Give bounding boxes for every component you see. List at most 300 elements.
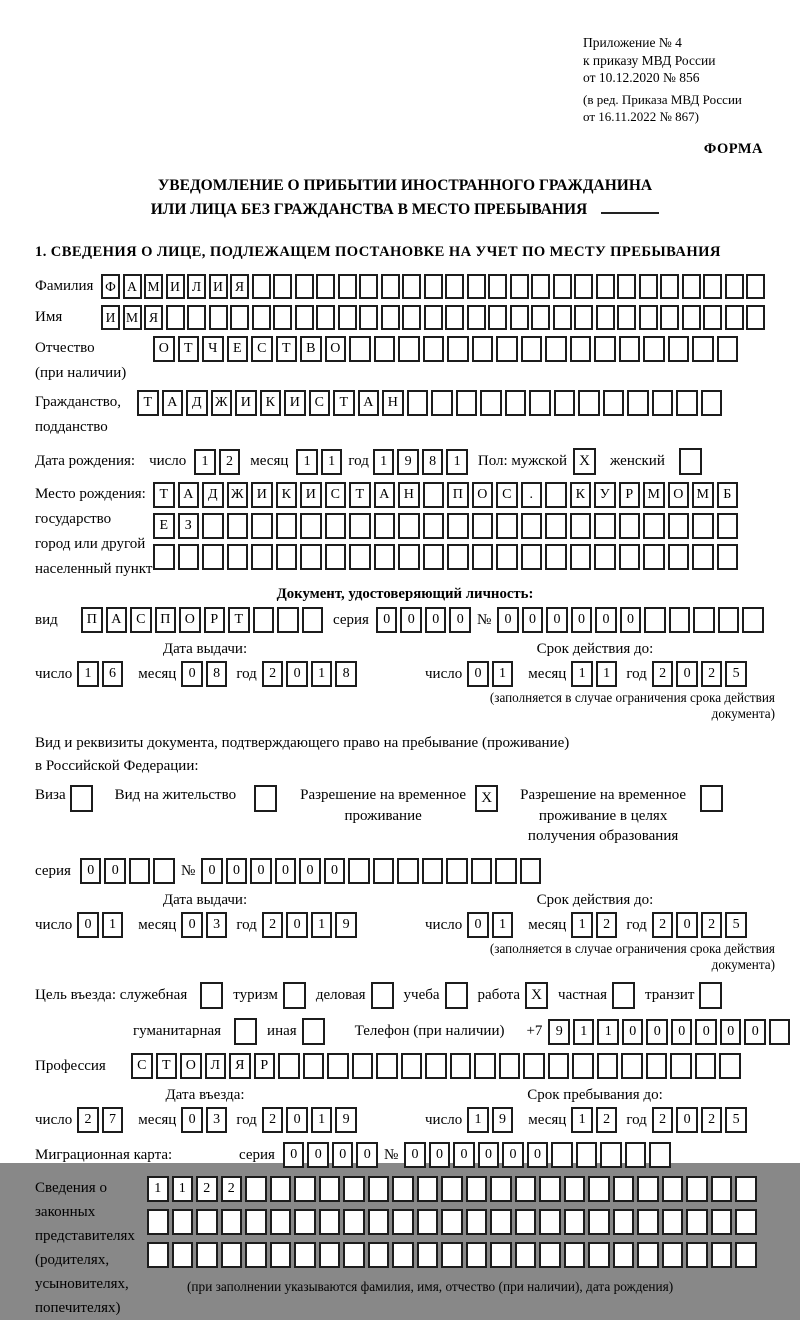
form-cell[interactable]: О [180,1053,202,1079]
form-cell[interactable] [551,1142,573,1168]
form-cell[interactable] [319,1242,341,1268]
form-cell[interactable] [600,1142,622,1168]
form-cell[interactable] [472,336,494,362]
form-cell[interactable]: Т [349,482,371,508]
form-cell[interactable] [703,305,722,330]
form-cell[interactable]: А [106,607,128,633]
form-cell[interactable]: Т [137,390,159,416]
form-cell[interactable] [692,544,714,570]
form-cell[interactable] [338,305,357,330]
purpose-work-checkbox[interactable]: X [525,982,548,1009]
form-cell[interactable] [539,1209,561,1235]
form-cell[interactable]: 0 [571,607,593,633]
form-cell[interactable]: Т [333,390,355,416]
form-cell[interactable] [278,1053,300,1079]
form-cell[interactable] [769,1019,791,1045]
form-cell[interactable] [349,336,371,362]
form-cell[interactable]: 0 [467,661,489,687]
form-cell[interactable]: 0 [429,1142,451,1168]
form-cell[interactable] [553,274,572,299]
form-cell[interactable] [325,513,347,539]
form-cell[interactable] [643,544,665,570]
form-cell[interactable] [545,513,567,539]
purpose-private-checkbox[interactable] [612,982,635,1009]
form-cell[interactable] [178,544,200,570]
form-cell[interactable] [619,336,641,362]
form-cell[interactable] [368,1242,390,1268]
form-cell[interactable] [668,336,690,362]
form-cell[interactable] [166,305,185,330]
form-cell[interactable]: 8 [422,449,444,475]
form-cell[interactable] [637,1242,659,1268]
form-cell[interactable]: А [178,482,200,508]
form-cell[interactable] [621,1053,643,1079]
form-cell[interactable] [735,1176,757,1202]
temp-residence-checkbox[interactable]: X [475,785,498,812]
form-cell[interactable] [692,336,714,362]
form-cell[interactable] [735,1209,757,1235]
purpose-business-checkbox[interactable] [371,982,394,1009]
form-cell[interactable] [467,305,486,330]
form-cell[interactable] [588,1209,610,1235]
form-cell[interactable]: Л [187,274,206,299]
form-cell[interactable] [515,1242,537,1268]
form-cell[interactable] [423,482,445,508]
form-cell[interactable] [594,544,616,570]
form-cell[interactable] [319,1176,341,1202]
form-cell[interactable] [643,336,665,362]
form-cell[interactable]: 0 [744,1019,766,1045]
form-cell[interactable]: 0 [299,858,321,884]
form-cell[interactable] [510,305,529,330]
form-cell[interactable] [711,1209,733,1235]
form-cell[interactable]: 2 [701,661,723,687]
form-cell[interactable] [270,1209,292,1235]
form-cell[interactable]: 1 [194,449,216,475]
form-cell[interactable]: Д [202,482,224,508]
form-cell[interactable] [531,305,550,330]
form-cell[interactable]: К [570,482,592,508]
form-cell[interactable] [693,607,715,633]
form-cell[interactable] [467,274,486,299]
form-cell[interactable] [668,513,690,539]
form-cell[interactable]: А [374,482,396,508]
form-cell[interactable]: А [162,390,184,416]
form-cell[interactable]: 0 [595,607,617,633]
form-cell[interactable]: Р [204,607,226,633]
form-cell[interactable]: 9 [397,449,419,475]
form-cell[interactable] [564,1176,586,1202]
form-cell[interactable] [717,513,739,539]
form-cell[interactable] [682,274,701,299]
form-cell[interactable]: Р [254,1053,276,1079]
form-cell[interactable]: 0 [671,1019,693,1045]
form-cell[interactable] [529,390,551,416]
form-cell[interactable]: М [692,482,714,508]
form-cell[interactable] [662,1242,684,1268]
form-cell[interactable] [717,544,739,570]
form-cell[interactable]: 1 [597,1019,619,1045]
form-cell[interactable] [300,544,322,570]
form-cell[interactable] [627,390,649,416]
form-cell[interactable] [423,336,445,362]
form-cell[interactable]: 0 [546,607,568,633]
form-cell[interactable]: 2 [652,661,674,687]
form-cell[interactable] [488,274,507,299]
form-cell[interactable]: 0 [676,1107,698,1133]
form-cell[interactable] [359,305,378,330]
form-cell[interactable]: 0 [286,912,308,938]
form-cell[interactable] [746,274,765,299]
form-cell[interactable] [349,544,371,570]
form-cell[interactable] [515,1176,537,1202]
form-cell[interactable] [447,544,469,570]
form-cell[interactable] [474,1053,496,1079]
form-cell[interactable] [245,1176,267,1202]
form-cell[interactable] [447,513,469,539]
form-cell[interactable]: 1 [311,661,333,687]
form-cell[interactable]: 0 [522,607,544,633]
purpose-study-checkbox[interactable] [445,982,468,1009]
form-cell[interactable]: 2 [221,1176,243,1202]
form-cell[interactable] [424,305,443,330]
visa-checkbox[interactable] [70,785,93,812]
form-cell[interactable]: 2 [701,1107,723,1133]
form-cell[interactable]: 0 [181,661,203,687]
form-cell[interactable] [402,274,421,299]
form-cell[interactable]: 2 [652,912,674,938]
form-cell[interactable]: У [594,482,616,508]
form-cell[interactable]: Т [228,607,250,633]
form-cell[interactable] [445,274,464,299]
form-cell[interactable] [619,544,641,570]
form-cell[interactable] [374,513,396,539]
form-cell[interactable]: А [358,390,380,416]
form-cell[interactable]: 0 [478,1142,500,1168]
form-cell[interactable]: 8 [335,661,357,687]
form-cell[interactable] [545,544,567,570]
form-cell[interactable] [496,544,518,570]
form-cell[interactable]: М [643,482,665,508]
form-cell[interactable] [718,607,740,633]
form-cell[interactable]: 0 [695,1019,717,1045]
form-cell[interactable] [495,858,517,884]
form-cell[interactable]: Е [153,513,175,539]
form-cell[interactable]: О [472,482,494,508]
form-cell[interactable]: 0 [250,858,272,884]
form-cell[interactable] [701,390,723,416]
form-cell[interactable] [227,513,249,539]
form-cell[interactable]: 1 [311,1107,333,1133]
form-cell[interactable] [725,274,744,299]
form-cell[interactable] [545,336,567,362]
form-cell[interactable] [594,513,616,539]
form-cell[interactable]: 0 [275,858,297,884]
form-cell[interactable]: 1 [492,912,514,938]
form-cell[interactable] [129,858,151,884]
form-cell[interactable]: 0 [104,858,126,884]
form-cell[interactable]: С [325,482,347,508]
form-cell[interactable] [316,274,335,299]
form-cell[interactable] [343,1176,365,1202]
form-cell[interactable] [596,305,615,330]
form-cell[interactable] [692,513,714,539]
form-cell[interactable]: И [235,390,257,416]
form-cell[interactable]: А [123,274,142,299]
form-cell[interactable] [570,336,592,362]
form-cell[interactable]: Я [230,274,249,299]
form-cell[interactable] [505,390,527,416]
form-cell[interactable] [273,305,292,330]
form-cell[interactable] [695,1053,717,1079]
form-cell[interactable] [374,336,396,362]
form-cell[interactable] [746,305,765,330]
form-cell[interactable] [510,274,529,299]
form-cell[interactable] [359,274,378,299]
form-cell[interactable]: Н [382,390,404,416]
form-cell[interactable] [343,1242,365,1268]
form-cell[interactable] [570,544,592,570]
form-cell[interactable] [147,1242,169,1268]
form-cell[interactable]: 0 [425,607,447,633]
form-cell[interactable]: . [521,482,543,508]
form-cell[interactable]: К [276,482,298,508]
form-cell[interactable] [564,1242,586,1268]
form-cell[interactable]: 0 [324,858,346,884]
form-cell[interactable] [368,1176,390,1202]
form-cell[interactable] [499,1053,521,1079]
form-cell[interactable] [619,513,641,539]
form-cell[interactable]: П [81,607,103,633]
form-cell[interactable] [676,390,698,416]
form-cell[interactable] [450,1053,472,1079]
female-checkbox[interactable] [679,448,702,475]
form-cell[interactable]: 5 [725,661,747,687]
form-cell[interactable] [295,305,314,330]
form-cell[interactable] [553,305,572,330]
form-cell[interactable] [303,1053,325,1079]
form-cell[interactable] [423,544,445,570]
form-cell[interactable] [564,1209,586,1235]
form-cell[interactable]: 0 [181,1107,203,1133]
form-cell[interactable]: 0 [376,607,398,633]
form-cell[interactable]: 2 [596,912,618,938]
form-cell[interactable]: 9 [548,1019,570,1045]
form-cell[interactable] [251,513,273,539]
form-cell[interactable]: 0 [356,1142,378,1168]
form-cell[interactable]: 1 [77,661,99,687]
form-cell[interactable] [221,1209,243,1235]
form-cell[interactable]: К [260,390,282,416]
form-cell[interactable] [613,1209,635,1235]
form-cell[interactable] [294,1242,316,1268]
form-cell[interactable] [352,1053,374,1079]
form-cell[interactable] [662,1209,684,1235]
form-cell[interactable] [343,1209,365,1235]
form-cell[interactable]: 0 [646,1019,668,1045]
form-cell[interactable] [660,305,679,330]
form-cell[interactable] [401,1053,423,1079]
form-cell[interactable] [539,1242,561,1268]
form-cell[interactable] [574,274,593,299]
form-cell[interactable] [637,1176,659,1202]
form-cell[interactable]: О [668,482,690,508]
form-cell[interactable] [327,1053,349,1079]
form-cell[interactable] [325,544,347,570]
form-cell[interactable] [686,1242,708,1268]
form-cell[interactable] [172,1209,194,1235]
form-cell[interactable] [196,1209,218,1235]
form-cell[interactable] [245,1242,267,1268]
form-cell[interactable]: Т [276,336,298,362]
form-cell[interactable] [153,544,175,570]
form-cell[interactable]: В [300,336,322,362]
form-cell[interactable] [471,858,493,884]
form-cell[interactable] [423,513,445,539]
form-cell[interactable] [515,1209,537,1235]
form-cell[interactable] [703,274,722,299]
form-cell[interactable]: С [130,607,152,633]
form-cell[interactable]: 0 [201,858,223,884]
form-cell[interactable] [639,305,658,330]
form-cell[interactable] [488,305,507,330]
form-cell[interactable]: Е [227,336,249,362]
form-cell[interactable]: Ж [227,482,249,508]
form-cell[interactable] [270,1242,292,1268]
form-cell[interactable]: С [496,482,518,508]
form-cell[interactable] [196,1242,218,1268]
form-cell[interactable] [456,390,478,416]
form-cell[interactable] [521,544,543,570]
form-cell[interactable]: 0 [449,607,471,633]
form-cell[interactable]: 9 [335,1107,357,1133]
form-cell[interactable]: М [144,274,163,299]
form-cell[interactable]: 2 [77,1107,99,1133]
form-cell[interactable] [381,305,400,330]
form-cell[interactable]: 1 [147,1176,169,1202]
form-cell[interactable]: 5 [725,912,747,938]
form-cell[interactable]: 9 [335,912,357,938]
form-cell[interactable] [302,607,324,633]
form-cell[interactable]: О [325,336,347,362]
form-cell[interactable] [670,1053,692,1079]
form-cell[interactable] [570,513,592,539]
form-cell[interactable]: 0 [676,661,698,687]
form-cell[interactable] [521,513,543,539]
form-cell[interactable]: П [155,607,177,633]
form-cell[interactable]: 2 [196,1176,218,1202]
form-cell[interactable]: 1 [311,912,333,938]
form-cell[interactable] [277,607,299,633]
form-cell[interactable]: О [153,336,175,362]
form-cell[interactable]: П [447,482,469,508]
form-cell[interactable]: 0 [181,912,203,938]
form-cell[interactable] [295,274,314,299]
form-cell[interactable] [431,390,453,416]
form-cell[interactable] [539,1176,561,1202]
form-cell[interactable]: С [131,1053,153,1079]
form-cell[interactable]: 3 [206,1107,228,1133]
form-cell[interactable] [319,1209,341,1235]
form-cell[interactable]: 0 [286,661,308,687]
form-cell[interactable] [253,607,275,633]
form-cell[interactable] [686,1209,708,1235]
form-cell[interactable]: 0 [226,858,248,884]
form-cell[interactable]: 0 [676,912,698,938]
form-cell[interactable]: Д [186,390,208,416]
form-cell[interactable]: 1 [373,449,395,475]
form-cell[interactable]: 2 [596,1107,618,1133]
form-cell[interactable] [392,1176,414,1202]
form-cell[interactable]: Я [144,305,163,330]
form-cell[interactable] [417,1209,439,1235]
form-cell[interactable]: Ж [211,390,233,416]
form-cell[interactable]: З [178,513,200,539]
form-cell[interactable]: 0 [332,1142,354,1168]
form-cell[interactable]: Т [178,336,200,362]
form-cell[interactable] [545,482,567,508]
form-cell[interactable]: И [101,305,120,330]
form-cell[interactable] [574,305,593,330]
form-cell[interactable] [273,274,292,299]
form-cell[interactable]: 0 [620,607,642,633]
form-cell[interactable]: Ф [101,274,120,299]
form-cell[interactable] [717,336,739,362]
form-cell[interactable]: 2 [652,1107,674,1133]
form-cell[interactable]: 0 [400,607,422,633]
form-cell[interactable] [711,1242,733,1268]
residence-permit-checkbox[interactable] [254,785,277,812]
form-cell[interactable] [447,336,469,362]
form-cell[interactable]: 9 [492,1107,514,1133]
form-cell[interactable] [643,513,665,539]
purpose-other-checkbox[interactable] [302,1018,325,1045]
form-cell[interactable]: Т [153,482,175,508]
form-cell[interactable] [398,336,420,362]
form-cell[interactable] [531,274,550,299]
form-cell[interactable] [594,336,616,362]
form-cell[interactable]: 3 [206,912,228,938]
form-cell[interactable] [300,513,322,539]
form-cell[interactable] [613,1176,635,1202]
form-cell[interactable] [644,607,666,633]
form-cell[interactable]: 0 [286,1107,308,1133]
form-cell[interactable]: 1 [172,1176,194,1202]
form-cell[interactable] [669,607,691,633]
form-cell[interactable] [496,336,518,362]
form-cell[interactable]: И [251,482,273,508]
form-cell[interactable]: Я [229,1053,251,1079]
form-cell[interactable] [349,513,371,539]
form-cell[interactable]: 0 [283,1142,305,1168]
form-cell[interactable]: 7 [102,1107,124,1133]
form-cell[interactable] [368,1209,390,1235]
form-cell[interactable] [668,544,690,570]
form-cell[interactable] [637,1209,659,1235]
purpose-official-checkbox[interactable] [200,982,223,1009]
form-cell[interactable] [445,305,464,330]
form-cell[interactable]: 1 [571,661,593,687]
form-cell[interactable] [466,1209,488,1235]
form-cell[interactable] [523,1053,545,1079]
form-cell[interactable] [202,513,224,539]
form-cell[interactable] [490,1242,512,1268]
form-cell[interactable] [252,274,271,299]
form-cell[interactable]: 0 [467,912,489,938]
form-cell[interactable]: 0 [497,607,519,633]
form-cell[interactable] [424,274,443,299]
form-cell[interactable] [407,390,429,416]
